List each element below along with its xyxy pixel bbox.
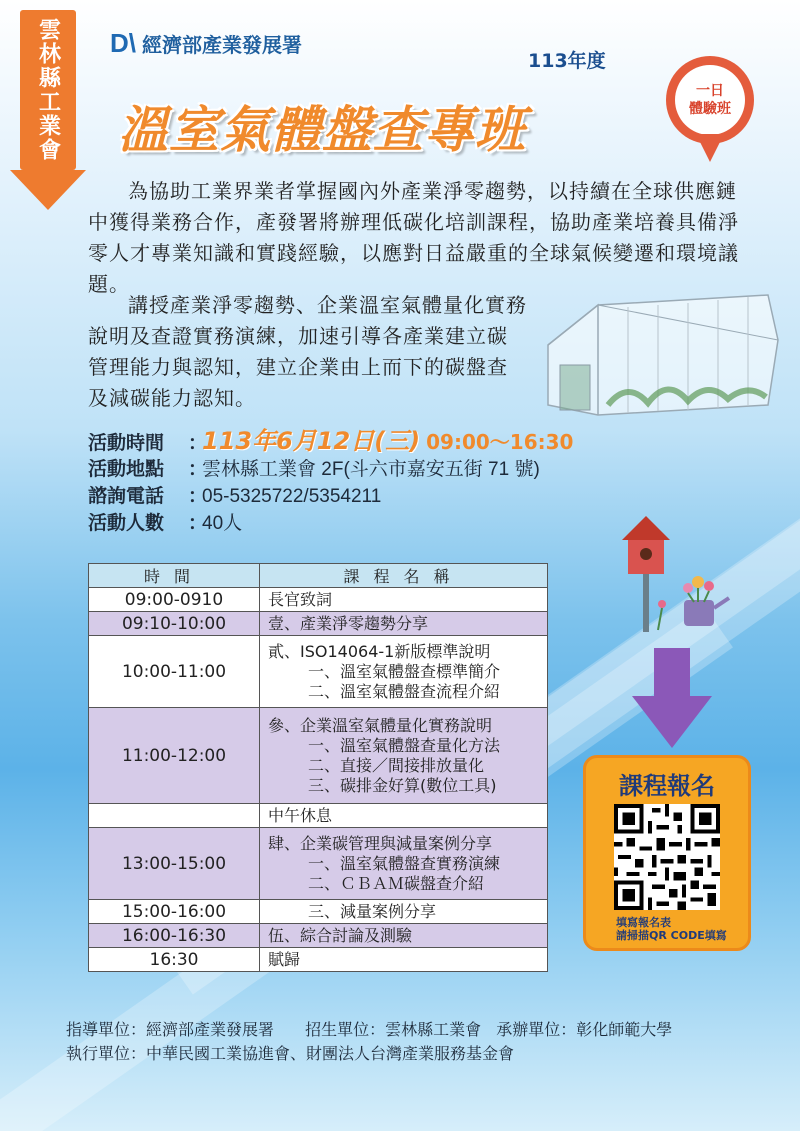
info-count-row: 活動人數 ： 40人 — [88, 510, 573, 537]
course-subitem: 三、減量案例分享 — [308, 901, 437, 921]
organizer-banner-text: 雲林縣工業會 — [35, 18, 61, 162]
schedule-row — [89, 804, 548, 828]
recruit-unit: 招生單位：雲林縣工業會 — [305, 1020, 482, 1039]
host-unit: 承辦單位：彰化師範大學 — [496, 1020, 673, 1039]
moea-name: 經濟部產業發展署 — [142, 33, 302, 57]
course-subitem: 一、溫室氣體盤查實務演練 — [308, 853, 501, 873]
time-label: 活動時間 — [88, 432, 165, 454]
event-info — [88, 428, 573, 537]
schedule-course — [260, 708, 548, 804]
course-item: 參、企業溫室氣體量化實務說明 — [268, 715, 493, 735]
course-subitem: 二、溫室氣體盤查流程介紹 — [308, 681, 501, 701]
one-day-badge — [666, 56, 756, 156]
schedule-row — [89, 948, 548, 972]
info-time-row: 活動時間 ： 113年6月12日(三) 09:00～16:30 — [88, 427, 574, 455]
schedule-time: 16:30 — [89, 948, 260, 972]
guide-unit: 指導單位：經濟部產業發展署 — [66, 1020, 275, 1039]
schedule-course — [260, 636, 548, 708]
schedule-course — [260, 612, 548, 636]
count-value: 40人 — [202, 513, 243, 534]
exec-unit: 執行單位：中華民國工業協進會、財團法人台灣產業服務基金會 — [66, 1044, 515, 1063]
course-item: 長官致詞 — [268, 589, 333, 609]
course-item: 肆、企業碳管理與減量案例分享 — [268, 833, 493, 853]
schedule-row — [89, 924, 548, 948]
schedule-row — [89, 828, 548, 900]
moea-header — [110, 28, 302, 59]
schedule-row — [89, 636, 548, 708]
schedule-time: 10:00-11:00 — [89, 636, 260, 708]
info-place-row: 活動地點 ： 雲林縣工業會 2F(斗六市嘉安五街 71 號) — [88, 456, 573, 483]
course-subitem: 二、ＣＢＡＭ碳盤查介紹 — [308, 873, 485, 893]
course-subitem: 一、溫室氣體盤查標準簡介 — [308, 661, 501, 681]
schedule-row — [89, 900, 548, 924]
course-subitem: 二、直接／間接排放量化 — [308, 755, 485, 775]
schedule-row — [89, 588, 548, 612]
schedule-course — [260, 588, 548, 612]
qr-code-icon[interactable] — [614, 804, 720, 910]
moea-logo: D\ — [110, 28, 136, 58]
course-item: 伍、綜合討論及測驗 — [268, 925, 413, 945]
course-item: 貳、ISO14064-1新版標準說明 — [268, 641, 491, 661]
schedule-time: 09:10-10:00 — [89, 612, 260, 636]
schedule-course — [260, 924, 548, 948]
course-subitem: 一、溫室氣體盤查量化方法 — [308, 735, 501, 755]
event-date: 113年6月12日(三) — [202, 427, 421, 455]
count-label: 活動人數 — [88, 512, 165, 534]
info-phone-row: 諮詢電話 ： 05-5325722/5354211 — [88, 483, 573, 510]
schedule-course — [260, 948, 548, 972]
registration-box[interactable] — [583, 755, 751, 951]
year-label: 113年度 — [528, 50, 606, 72]
badge-line1: 一日 — [696, 83, 724, 99]
schedule-time: 13:00-15:00 — [89, 828, 260, 900]
map-pin-icon — [666, 56, 754, 144]
organizer-banner — [20, 10, 76, 170]
schedule-time — [89, 804, 260, 828]
schedule-course — [260, 804, 548, 828]
schedule-row — [89, 612, 548, 636]
badge-line2: 體驗班 — [689, 101, 731, 117]
phone-label: 諮詢電話 — [88, 485, 165, 507]
birdhouse-illustration — [614, 512, 734, 632]
phone-value: 05-5325722/5354211 — [202, 486, 382, 507]
footer-units — [66, 1018, 672, 1066]
event-hours: 09:00～16:30 — [426, 430, 574, 454]
schedule-time: 16:00-16:30 — [89, 924, 260, 948]
course-subitem: 三、碳排金好算(數位工具) — [308, 775, 497, 795]
schedule-row — [89, 708, 548, 804]
intro-paragraph-1: 為協助工業界業者掌握國內外產業淨零趨勢，以持續在全球供應鏈中獲得業務合作，產發署將辦理低碳化培訓課程，協助產業培養具備淨零人才專業知識和實踐經驗，以應對日益嚴重的全球氣候變遷和環境議題。 — [88, 179, 739, 296]
schedule-time: 15:00-16:00 — [89, 900, 260, 924]
course-item: 中午休息 — [268, 805, 333, 825]
greenhouse-illustration — [538, 285, 788, 425]
registration-note: 填寫報名表 請掃描QR CODE填寫 — [616, 916, 727, 942]
down-arrow-icon — [10, 170, 86, 210]
place-label: 活動地點 — [88, 458, 165, 480]
down-arrow-icon — [632, 648, 712, 748]
schedule-header-course: 課程名稱 — [260, 564, 548, 588]
page-title: 溫室氣體盤查專班 — [118, 101, 526, 159]
course-item: 賦歸 — [268, 949, 301, 969]
intro-paragraph-2: 講授產業淨零趨勢、企業溫室氣體量化實務說明及查證實務演練，加速引導各產業建立碳管理能力與認知，建立企業由上而下的碳盤查及減碳能力認知。 — [88, 293, 527, 410]
schedule-time: 11:00-12:00 — [89, 708, 260, 804]
schedule-course — [260, 828, 548, 900]
schedule-course — [260, 900, 548, 924]
course-item: 壹、產業淨零趨勢分享 — [268, 613, 429, 633]
schedule-time: 09:00-0910 — [89, 588, 260, 612]
place-value: 雲林縣工業會 2F(斗六市嘉安五街 71 號) — [202, 459, 540, 480]
registration-title: 課程報名 — [619, 772, 715, 800]
schedule-header-time: 時間 — [89, 564, 260, 588]
schedule-table — [88, 563, 548, 972]
